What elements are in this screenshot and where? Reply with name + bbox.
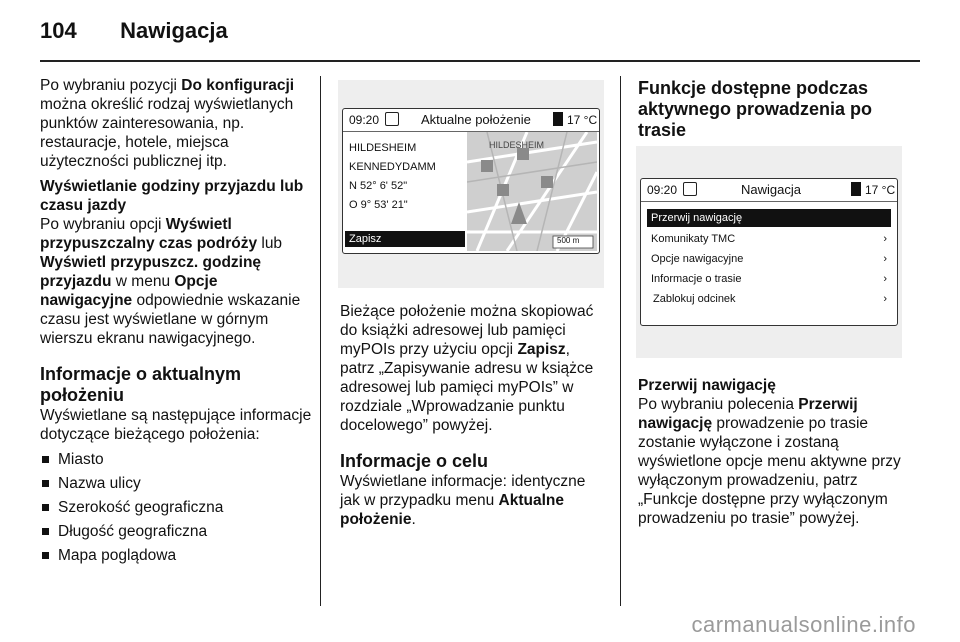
column-2 (340, 302, 608, 529)
watermark: carmanualsonline.info (691, 612, 916, 637)
arrival-paragraph: Po wybraniu opcji Wyświetl przypuszczalny czas podróży lub Wyświetl przypuszcz. godzinę przyjazdu w menu Opcje nawigacyjne odpowiednie wskazanie czasu jest wyświetlane w górnym wierszu ekranu nawigacyjnego. (40, 216, 301, 347)
navigation-menu-screen (640, 178, 898, 326)
page-number: 104 (40, 18, 77, 43)
menu-item-nav-options[interactable]: Opcje nawigacyjne › (647, 250, 891, 268)
street-value: KENNEDYDAMM (349, 161, 436, 173)
list-item: Długość geograficzna (40, 522, 312, 541)
battery-icon (851, 182, 861, 196)
menu-item-tmc[interactable]: Komunikaty TMC › (647, 230, 891, 248)
map-city-label: HILDESHEIM (489, 140, 545, 150)
chevron-right-icon: › (883, 233, 887, 245)
column-3-text (638, 376, 910, 528)
header-rule (40, 60, 920, 62)
temperature: 17 °C (567, 113, 598, 127)
latitude-value: N 52° 6' 52" (349, 180, 408, 192)
list-item: Szerokość geograficzna (40, 498, 312, 517)
list-item: Nazwa ulicy (40, 474, 312, 493)
column-divider-1 (320, 76, 321, 606)
destination-heading: Informacje o celu (340, 451, 489, 471)
current-position-intro: Wyświetlane są następujące informacje dotyczące bieżącego położenia: (40, 407, 312, 443)
clock-time: 09:20 (647, 183, 678, 197)
save-position-paragraph: Bieżące położenie można skopiować do książki adresowej lub pamięci myPOIs przy użyciu opcji Zapisz, patrz „Zapisywanie adresu w książce adresowej lub pamięci myPOIs” w rozdziale „Wprowadzanie punktu docelowego” powyżej. (340, 303, 594, 434)
current-position-heading: Informacje o aktualnym położeniu (40, 364, 242, 405)
screen-title: Aktualne położenie (421, 112, 531, 127)
column-divider-2 (620, 76, 621, 606)
clock-icon (385, 112, 399, 126)
map-scale: 500 m (557, 236, 580, 245)
list-item: Miasto (40, 450, 312, 469)
clock-time: 09:20 (349, 113, 380, 127)
navigation-menu-figure (636, 146, 902, 358)
screen-title: Nawigacja (741, 182, 801, 197)
chevron-right-icon: › (883, 253, 887, 265)
menu-item-route-info[interactable]: Informacje o trasie › (647, 270, 891, 288)
current-position-figure (338, 80, 604, 288)
arrival-heading: Wyświetlanie godziny przyjazdu lub czasu jazdy (40, 178, 304, 214)
city-value: HILDESHEIM (349, 142, 417, 154)
position-info (349, 139, 436, 215)
temperature: 17 °C (865, 183, 896, 197)
stop-navigation-paragraph: Po wybraniu polecenia Przerwij nawigację prowadzenie po trasie zostanie wyłączone i zostaną wyświetlone opcje menu aktywne przy wyłączonym prowadzeniu, patrz „Funkcje dostępne przy wyłączonym prowadzeniu po trasie” powyżej. (638, 396, 901, 527)
screen-status-bar (641, 179, 897, 202)
battery-icon (553, 112, 563, 126)
page-header (40, 18, 228, 44)
chevron-right-icon: › (883, 273, 887, 285)
stop-navigation-heading: Przerwij nawigację (638, 377, 776, 394)
clock-icon (683, 182, 697, 196)
destination-paragraph: Wyświetlane informacje: identyczne jak w przypadku menu Aktualne położenie. (340, 473, 586, 528)
active-guidance-heading: Funkcje dostępne podczas aktywnego prowadzenia po trasie (638, 78, 873, 140)
column-1 (40, 76, 312, 570)
column-3 (638, 78, 910, 141)
longitude-value: O 9° 53' 21" (349, 199, 408, 211)
config-paragraph: Po wybraniu pozycji Do konfiguracji można określić rodzaj wyświetlanych punktów zainteresowania, np. restauracje, hotele, miejsca użyteczności publicznej itp. (40, 77, 295, 170)
page-title: Nawigacja (120, 18, 228, 43)
current-position-screen (342, 108, 600, 254)
menu-item-block-segment[interactable]: Zablokuj odcinek › (647, 290, 891, 308)
save-button[interactable]: Zapisz (345, 231, 465, 247)
chevron-right-icon: › (883, 293, 887, 305)
list-item: Mapa poglądowa (40, 546, 312, 565)
menu-item-stop-navigation[interactable]: Przerwij nawigację (647, 209, 891, 227)
screen-status-bar (343, 109, 599, 132)
current-position-list (40, 450, 312, 565)
